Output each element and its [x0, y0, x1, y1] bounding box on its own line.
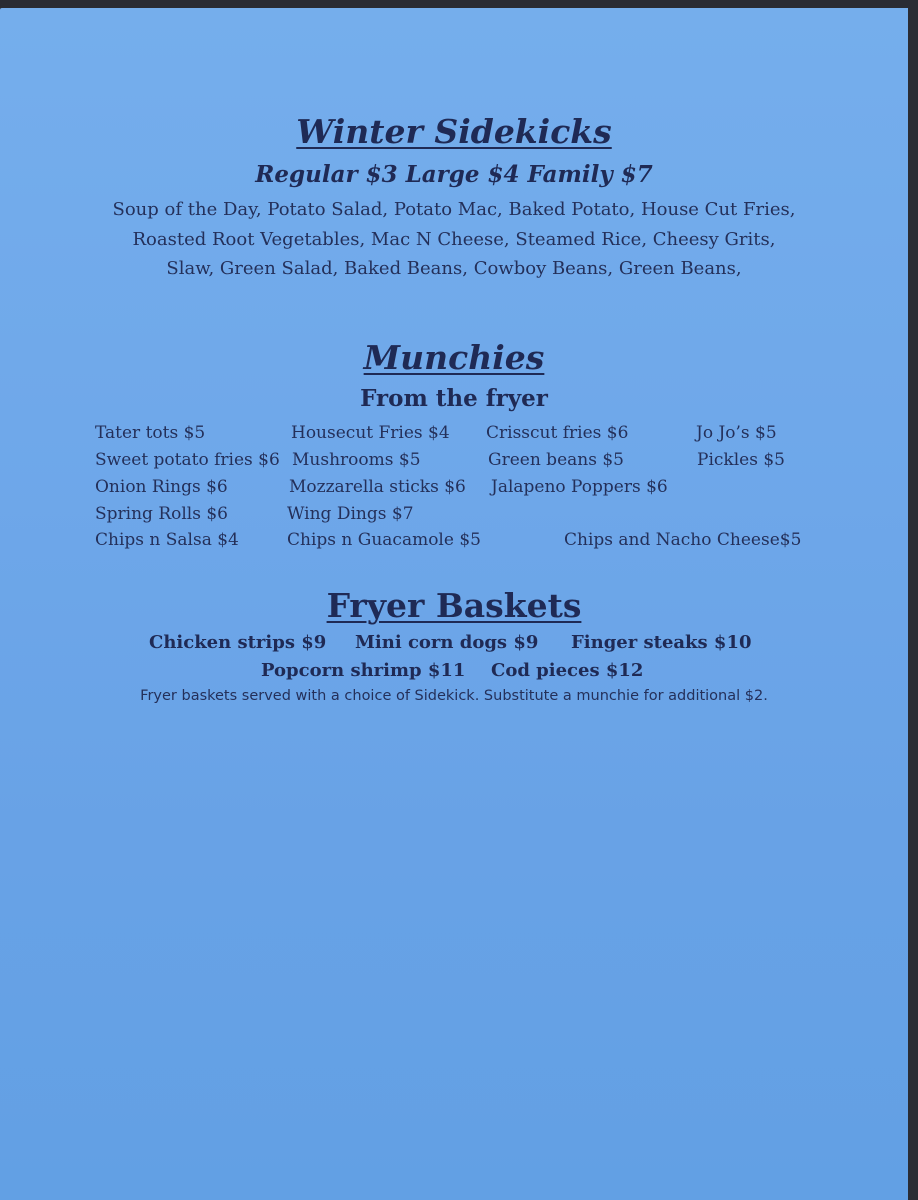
- munchie-item: Pickles $5: [697, 450, 785, 470]
- munchie-item: Green beans $5: [488, 450, 624, 470]
- munchies-title: Munchies: [363, 338, 545, 377]
- munchie-item: Housecut Fries $4: [291, 423, 450, 443]
- menu-page: [0, 8, 908, 1200]
- munchie-item: Onion Rings $6: [95, 477, 228, 497]
- munchie-item: Jo Jo’s $5: [696, 423, 777, 443]
- sidekicks-line-3: Slaw, Green Salad, Baked Beans, Cowboy Beans, Green Beans,: [166, 258, 742, 279]
- sidekicks-title: Winter Sidekicks: [296, 112, 612, 151]
- sidekicks-prices: Regular $3 Large $4 Family $7: [255, 161, 653, 188]
- munchie-item: Chips n Guacamole $5: [287, 530, 481, 550]
- baskets-title: Fryer Baskets: [326, 586, 582, 625]
- basket-item: Popcorn shrimp $11: [261, 660, 466, 681]
- baskets-note: Fryer baskets served with a choice of Sidekick. Substitute a munchie for additional $2.: [140, 688, 768, 704]
- basket-item: Finger steaks $10: [571, 632, 752, 653]
- munchie-item: Spring Rolls $6: [95, 504, 228, 524]
- munchie-item: Chips and Nacho Cheese$5: [564, 530, 802, 550]
- munchie-item: Mushrooms $5: [292, 450, 421, 470]
- basket-item: Mini corn dogs $9: [355, 632, 539, 653]
- sidekicks-line-1: Soup of the Day, Potato Salad, Potato Mac, Baked Potato, House Cut Fries,: [112, 199, 796, 220]
- munchie-item: Sweet potato fries $6: [95, 450, 280, 470]
- munchie-item: Wing Dings $7: [287, 504, 414, 524]
- munchie-item: Crisscut fries $6: [486, 423, 629, 443]
- basket-item: Chicken strips $9: [149, 632, 327, 653]
- munchies-subtitle: From the fryer: [360, 385, 548, 412]
- sidekicks-line-2: Roasted Root Vegetables, Mac N Cheese, Steamed Rice, Cheesy Grits,: [132, 229, 776, 250]
- munchie-item: Chips n Salsa $4: [95, 530, 239, 550]
- munchie-item: Mozzarella sticks $6: [289, 477, 466, 497]
- munchie-item: Jalapeno Poppers $6: [491, 477, 668, 497]
- basket-item: Cod pieces $12: [491, 660, 644, 681]
- munchie-item: Tater tots $5: [95, 423, 206, 443]
